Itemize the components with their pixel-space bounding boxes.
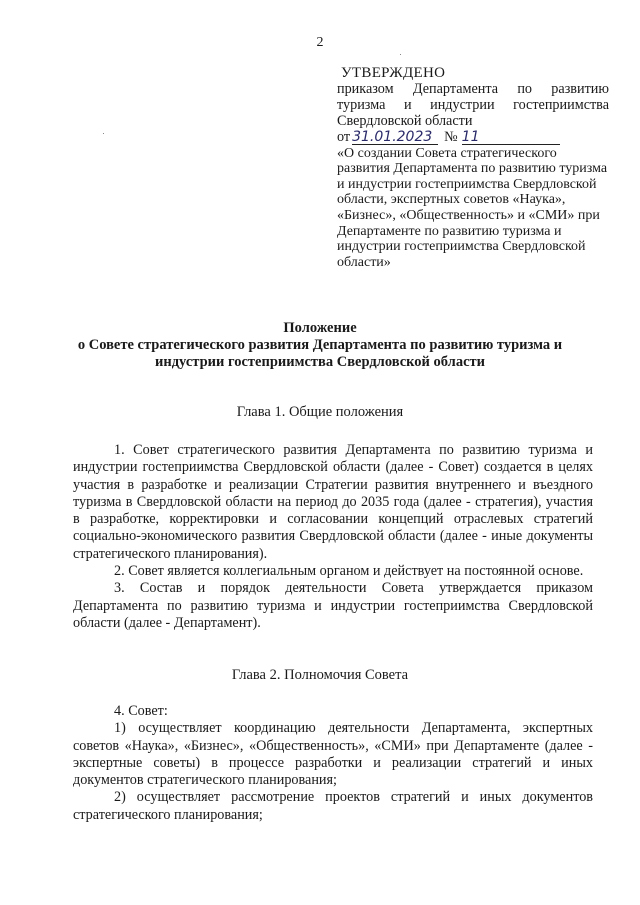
order-title-quote: «О создании Совета стратегического развития Департамента по развитию туризма и индустрии гостеприимства Свердловской области, экспертных советов «Наука», «Бизнес», «Общественность» и «СМИ» при Департаменте по развитию туризма и индустрии гостеприимства Свердловской области»: [337, 145, 608, 270]
title-subtitle: о Совете стратегического развития Департамента по развитию туризма и индустрии гостеприимства Свердловской области: [77, 337, 563, 370]
paragraph-3: 3. Состав и порядок деятельности Совета утверждается приказом Департамента по развитию туризма и индустрии гостеприимства Свердловской области (далее - Департамент).: [73, 580, 593, 631]
paragraph-4-2: 2) осуществляет рассмотрение проектов стратегий и иных документов стратегического планирования;: [73, 789, 593, 823]
paragraph-2: 2. Совет является коллегиальным органом и действует на постоянной основе.: [114, 563, 584, 580]
document-title: [60, 320, 580, 371]
approval-line-3: Свердловской области: [337, 112, 473, 129]
number-prefix: №: [444, 128, 458, 145]
scan-speck: [103, 133, 104, 134]
chapter-1-heading: Глава 1. Общие положения: [236, 404, 404, 420]
approval-line-1: приказом Департамента по развитию: [337, 80, 609, 97]
chapter-2-heading: Глава 2. Полномочия Совета: [231, 667, 409, 683]
approval-block: [337, 66, 609, 270]
approval-stamp: УТВЕРЖДЕНО: [341, 65, 446, 81]
handwritten-date: 31.01.2023: [352, 130, 438, 145]
paragraph-4-1: 1) осуществляет координацию деятельности Департамента, экспертных советов «Наука», «Бизнес», «Общественность», «СМИ» при Департаменте (далее - экспертные советы) в процессе разработки и реализации стратегий и иных документов стратегического планирования;: [73, 720, 593, 789]
paragraph-1: 1. Совет стратегического развития Департамента по развитию туризма и индустрии гостеприимства Свердловской области (далее - Совет) создается в целях участия в разработке и реализации Стратегии развития внутреннего и въездного туризма в Свердловской области на период до 2035 года (далее - стратегия), участия в разработке, корректировки и согласовании концепций отраслевых стратегий социально-экономического развития Свердловской области (далее - иные документы стратегического планирования).: [73, 442, 593, 562]
chapter-1-body: [73, 442, 593, 632]
title-heading: Положение: [283, 320, 357, 336]
approval-line-2: туризма и индустрии гостеприимства: [337, 96, 609, 113]
approval-date-number-line: [337, 130, 609, 146]
paragraph-4: 4. Совет:: [114, 703, 168, 719]
chapter-2-body: [73, 703, 593, 824]
date-prefix: от: [337, 128, 351, 145]
handwritten-number: 11: [462, 130, 560, 145]
scan-speck: [400, 54, 401, 55]
page-number: 2: [316, 35, 324, 50]
